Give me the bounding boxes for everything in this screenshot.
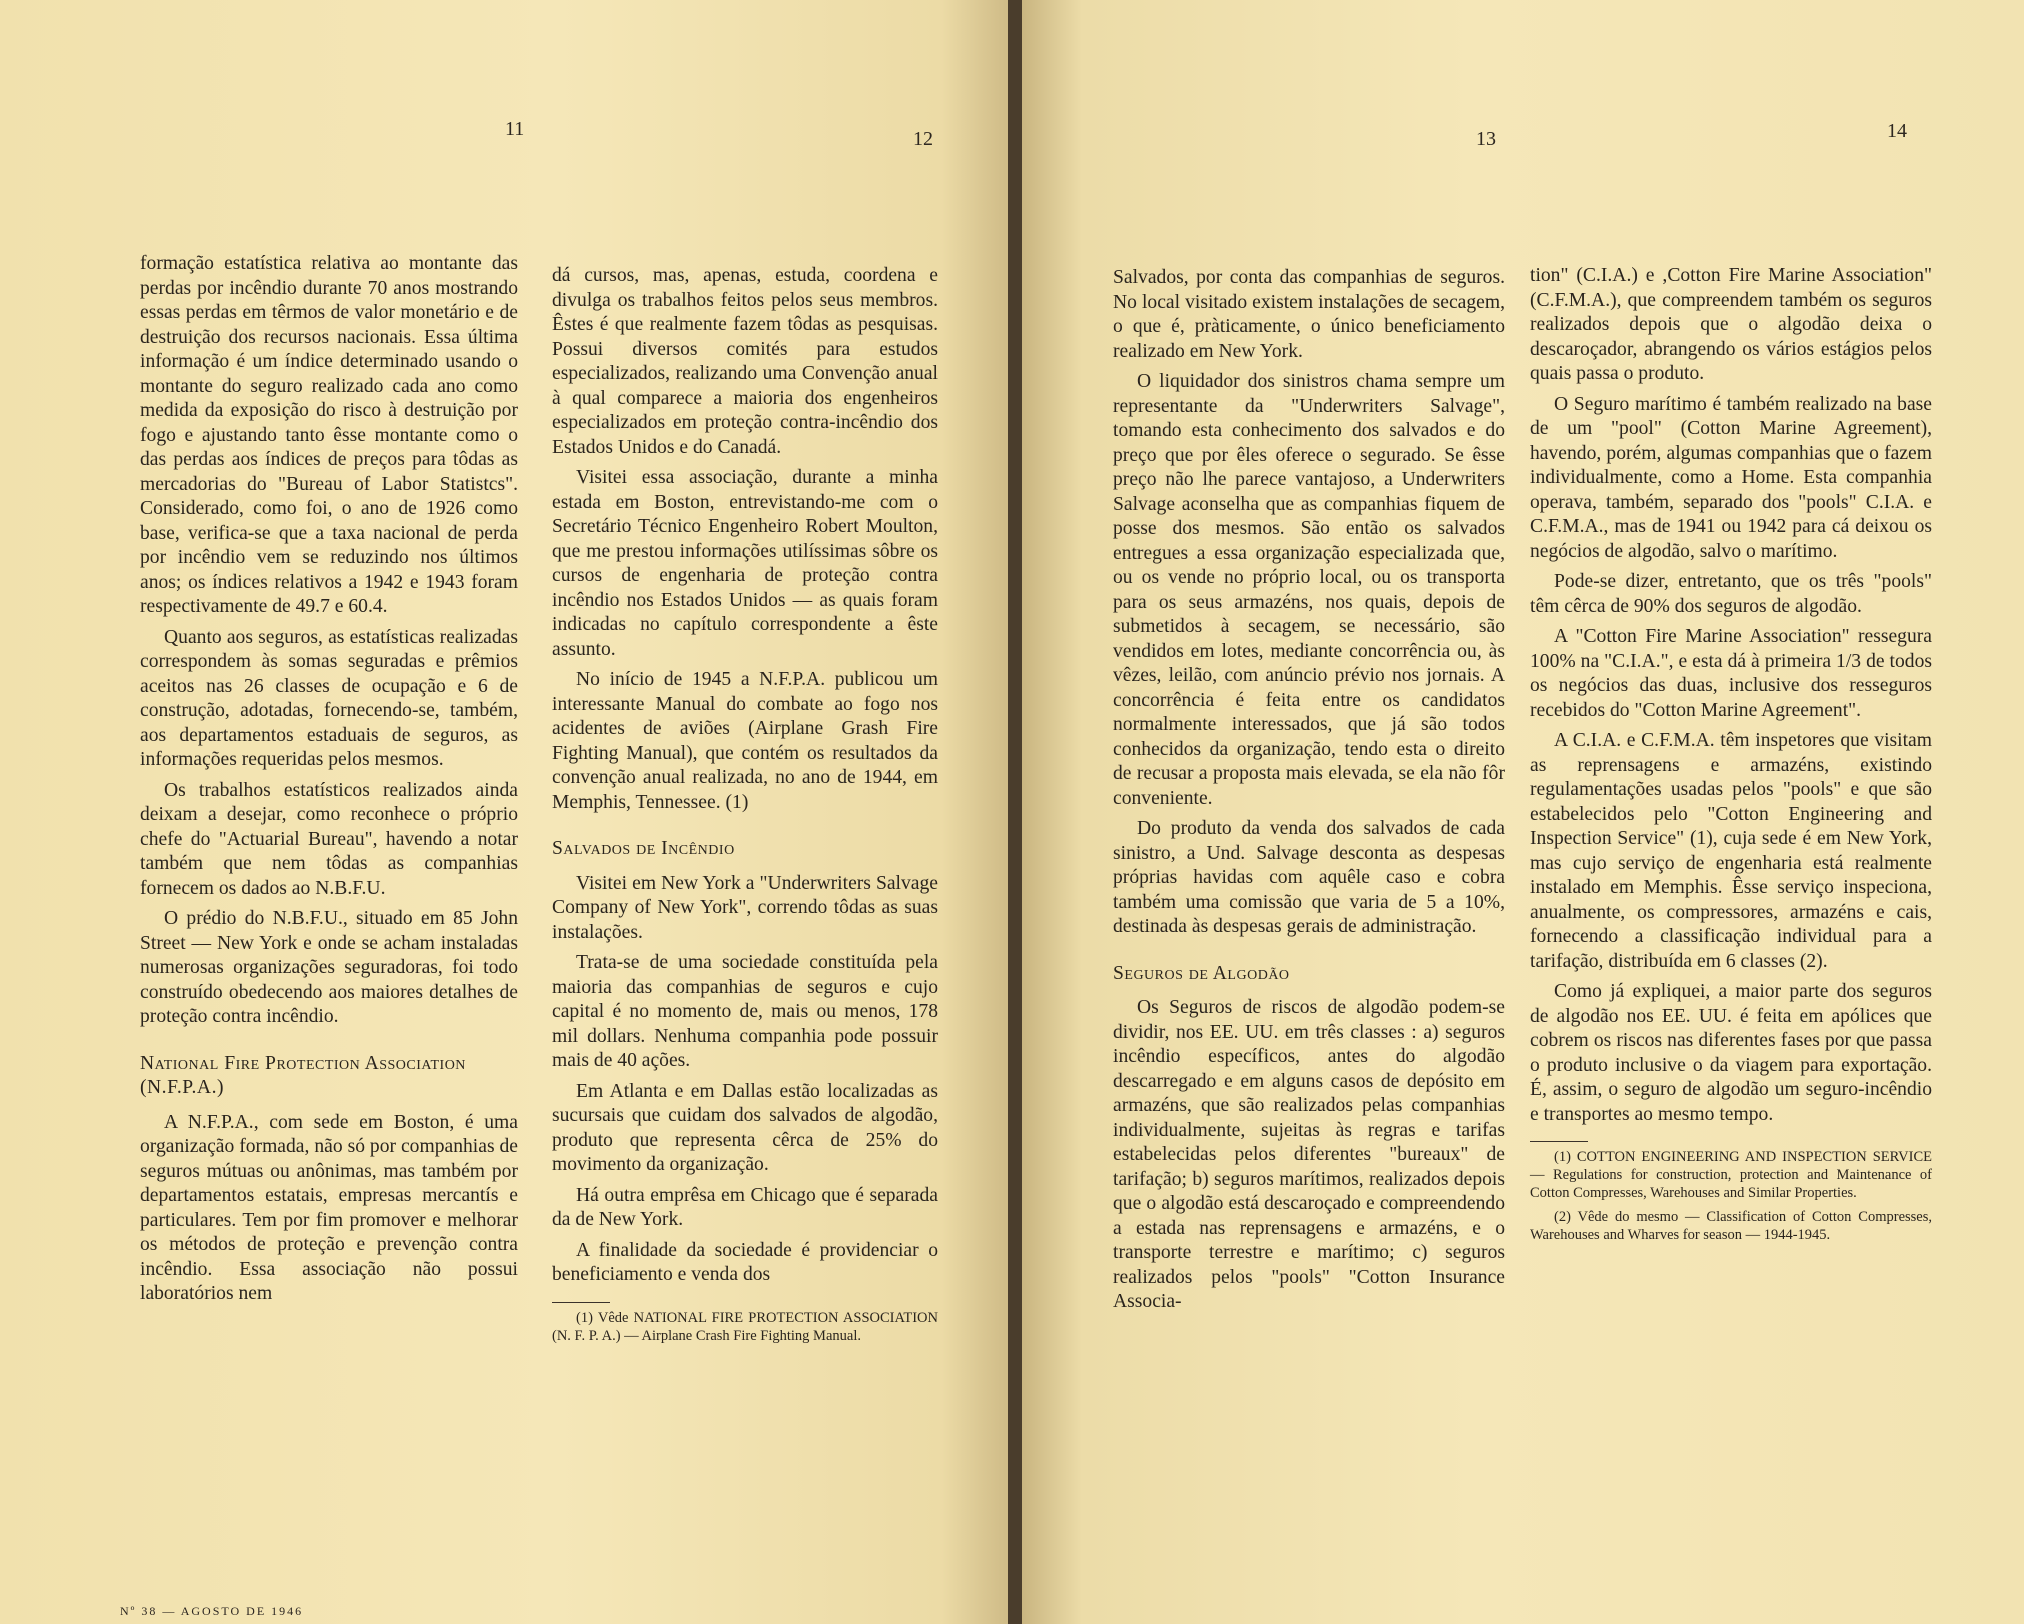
paragraph: tion" (C.I.A.) e ,Cotton Fire Marine Association" (C.F.M.A.), que compreendem também os seguros realizados depois que o algodão deixa o descaroçador, abrangendo os vários estágios pelos quais passa o produto. xyxy=(1530,265,1932,384)
page-number-12: 12 xyxy=(913,128,933,150)
paragraph: Quanto aos seguros, as estatísticas realizadas correspondem às somas seguradas e prêmios aceitos nas 26 classes de ocupação e 6 de construção, adotadas, fornecendo-se, também, aos departamentos estaduais de seguros, as informações requeridas pelos mesmos. xyxy=(140,626,518,770)
footnote: (1) Vêde NATIONAL FIRE PROTECTION ASSOCIATION (N. F. P. A.) — Airplane Crash Fire Fighting Manual. xyxy=(552,1309,938,1344)
paragraph: A finalidade da sociedade é providenciar o beneficiamento e venda dos xyxy=(552,1239,938,1285)
section-heading: National Fire Protection Association (N.F.P.A.) xyxy=(140,1052,466,1098)
column-page-12 xyxy=(552,264,938,1351)
paragraph: formação estatística relativa ao montante das perdas por incêndio durante 70 anos mostrando essas perdas em têrmos de valor monetário e de destruição dos recursos nacionais. Essa última informação é um índice determinado usando o montante do seguro realizado cada ano como medida da exposição do risco à destruição por fogo e ajustando tanto êsse montante como o das perdas aos índices de preços para tôdas as mercadorias do "Bureau of Labor Statistcs". Considerado, como foi, o ano de 1926 como base, verifica-se que a taxa nacional de perda por incêndio vem se reduzindo nos últimos anos; os índices relativos a 1942 e 1943 foram respectivamente de 49.7 e 60.4. xyxy=(140,253,518,617)
paragraph: No início de 1945 a N.F.P.A. publicou um interessante Manual do combate ao fogo nos acidentes de aviões (Airplane Grash Fire Fighting Manual), que contém os resultados da convenção anual realizada, no ano de 1944, em Memphis, Tennessee. (1) xyxy=(552,669,938,813)
column-page-11 xyxy=(140,252,518,1313)
paragraph: Salvados, por conta das companhias de seguros. No local visitado existem instalações de secagem, o que é, pràticamente, o único beneficiamento realizado em New York. xyxy=(1113,267,1505,362)
paragraph: dá cursos, mas, apenas, estuda, coordena e divulga os trabalhos feitos pelos seus membros. Êstes é que realmente fazem tôdas as pesquisas. Possui diversos comités para estudos especializados, realizando uma Convenção anual à qual comparece a maioria dos engenheiros especializados em proteção contra-incêndio dos Estados Unidos e do Canadá. xyxy=(552,265,938,458)
page-number-11: 11 xyxy=(505,118,525,140)
paragraph: Como já expliquei, a maior parte dos seguros de algodão nos EE. UU. é feita em apólices que cobrem os riscos nas diferentes fases por que passa o produto inclusive o da viagem para exportação. É, assim, o seguro de algodão um seguro-incêndio e transportes ao mesmo tempo. xyxy=(1530,981,1932,1125)
page-number-14: 14 xyxy=(1887,120,1907,142)
paragraph: A C.I.A. e C.F.M.A. têm inspetores que visitam as reprensagens e armazéns, existindo regulamentações usadas pelos "pools" e que são estabelecidos pelo "Cotton Engineering and Inspection Service" (1), cuja sede é em New York, mas cujo serviço de engenharia está realmente instalado em Memphis. Êsse serviço inspeciona, anualmente, os compressores, armazéns e cais, fornecendo a classificação individual para a tarifação, distribuída em 6 classes (2). xyxy=(1530,730,1932,972)
paragraph: A N.F.P.A., com sede em Boston, é uma organização formada, não só por companhias de seguros mútuas ou anônimas, mas também por departamentos estatais, empresas mercantís e particulares. Tem por fim promover e melhorar os métodos de proteção e prevenção contra incêndio. Essa associação não possui laboratórios nem xyxy=(140,1111,518,1304)
paragraph: O Seguro marítimo é também realizado na base de um "pool" (Cotton Marine Agreement), havendo, porém, algumas companhias que o fazem individualmente, como a Home. Esta companhia operava, também, separado dos "pools" C.I.A. e C.F.M.A., mas de 1941 ou 1942 para cá deixou os negócios de algodão, salvo o marítimo. xyxy=(1530,393,1932,562)
paragraph: Trata-se de uma sociedade constituída pela maioria das companhias de seguros e cujo capital é no momento de, mais ou menos, 178 mil dollars. Nenhuma companhia pode possuir mais de 40 ações. xyxy=(552,952,938,1071)
paragraph: Visitei em New York a "Underwriters Salvage Company of New York", correndo tôdas as suas instalações. xyxy=(552,872,938,943)
paragraph: Os Seguros de riscos de algodão podem-se dividir, nos EE. UU. em três classes : a) seguros incêndio específicos, antes do algodão descarregado e em alguns casos de depósito em armazéns, que são realizados pelas companhias individualmente, sujeitas às regras e tarifas estabelecidas pelos diferentes "bureaux" de tarifação; b) seguros marítimos, realizados depois que o algodão está descaroçado e compreendendo a estada nas reprensagens e armazéns, e o transporte terrestre e marítimo; c) seguros realizados pelos "pools" "Cotton Insurance Associa- xyxy=(1113,997,1505,1312)
footnote: (1) COTTON ENGINEERING AND INSPECTION SERVICE — Regulations for construction, protection and Maintenance of Cotton Compresses, Warehouses and Similar Properties. xyxy=(1530,1149,1932,1201)
section-heading: Seguros de Algodão xyxy=(1113,962,1290,984)
footnote-rule xyxy=(552,1302,610,1303)
column-page-14 xyxy=(1530,264,1932,1250)
footnote: (2) Vêde do mesmo — Classification of Cotton Compresses, Warehouses and Wharves for season — 1944-1945. xyxy=(1530,1209,1932,1243)
paragraph: Pode-se dizer, entretanto, que os três "pools" têm cêrca de 90% dos seguros de algodão. xyxy=(1530,571,1932,617)
issue-footer: Nº 38 — AGOSTO DE 1946 xyxy=(120,1604,304,1618)
paragraph: A "Cotton Fire Marine Association" ressegura 100% na "C.I.A.", e esta dá à primeira 1/3 de todos os negócios das duas, inclusive dos resseguros recebidos do "Cotton Marine Agreement". xyxy=(1530,626,1932,721)
section-heading: Salvados de Incêndio xyxy=(552,838,735,859)
column-page-13 xyxy=(1113,266,1505,1321)
paragraph: O liquidador dos sinistros chama sempre um representante da "Underwriters Salvage", tomando esta conhecimento dos salvados e do preço que por êles oferece o segurado. Se êsse preço não lhe parece vantajoso, a Underwriters Salvage aconselha que as companhias fiquem de posse dos mesmos. São então os salvados entregues a essa organização especializada que, ou os vende no próprio local, ou os transporta para os seus armazéns, nos quais, depois de submetidos à secagem, se necessário, são vendidos em lotes, mediante concorrência ou, às vêzes, leilão, com anúncio prévio nos jornais. A concorrência é feita entre os candidatos normalmente interessados, que já são todos conhecidos da organização, tendo esta o direito de recusar a proposta mais elevada, se ela não fôr conveniente. xyxy=(1113,371,1505,809)
paragraph: Os trabalhos estatísticos realizados ainda deixam a desejar, como reconhece o próprio chefe do "Actuarial Bureau", havendo a notar também que nem tôdas as companhias fornecem os dados ao N.B.F.U. xyxy=(140,779,518,899)
paragraph: Visitei essa associação, durante a minha estada em Boston, entrevistando-me com o Secretário Técnico Engenheiro Robert Moulton, que me prestou informações utilíssimas sôbre os cursos de engenharia de proteção contra incêndio nos Estados Unidos — as quais foram indicadas no capítulo correspondente a êste assunto. xyxy=(552,467,938,660)
paragraph: O prédio do N.B.F.U., situado em 85 John Street — New York e onde se acham instaladas numerosas organizações seguradoras, foi todo construído obedecendo aos maiores detalhes de proteção contra incêndio. xyxy=(140,908,518,1027)
paragraph: Em Atlanta e em Dallas estão localizadas as sucursais que cuidam dos salvados de algodão, produto que representa cêrca de 25% do movimento da organização. xyxy=(552,1080,938,1175)
paragraph: Do produto da venda dos salvados de cada sinistro, a Und. Salvage desconta as despesas próprias havidas com aquêle caso e cobra também uma comissão que varia de 5 a 10%, destinada às despesas gerais de administração. xyxy=(1113,818,1505,937)
footnote-rule xyxy=(1530,1141,1588,1142)
paragraph: Há outra emprêsa em Chicago que é separada da de New York. xyxy=(552,1184,938,1230)
page-number-13: 13 xyxy=(1476,128,1496,150)
